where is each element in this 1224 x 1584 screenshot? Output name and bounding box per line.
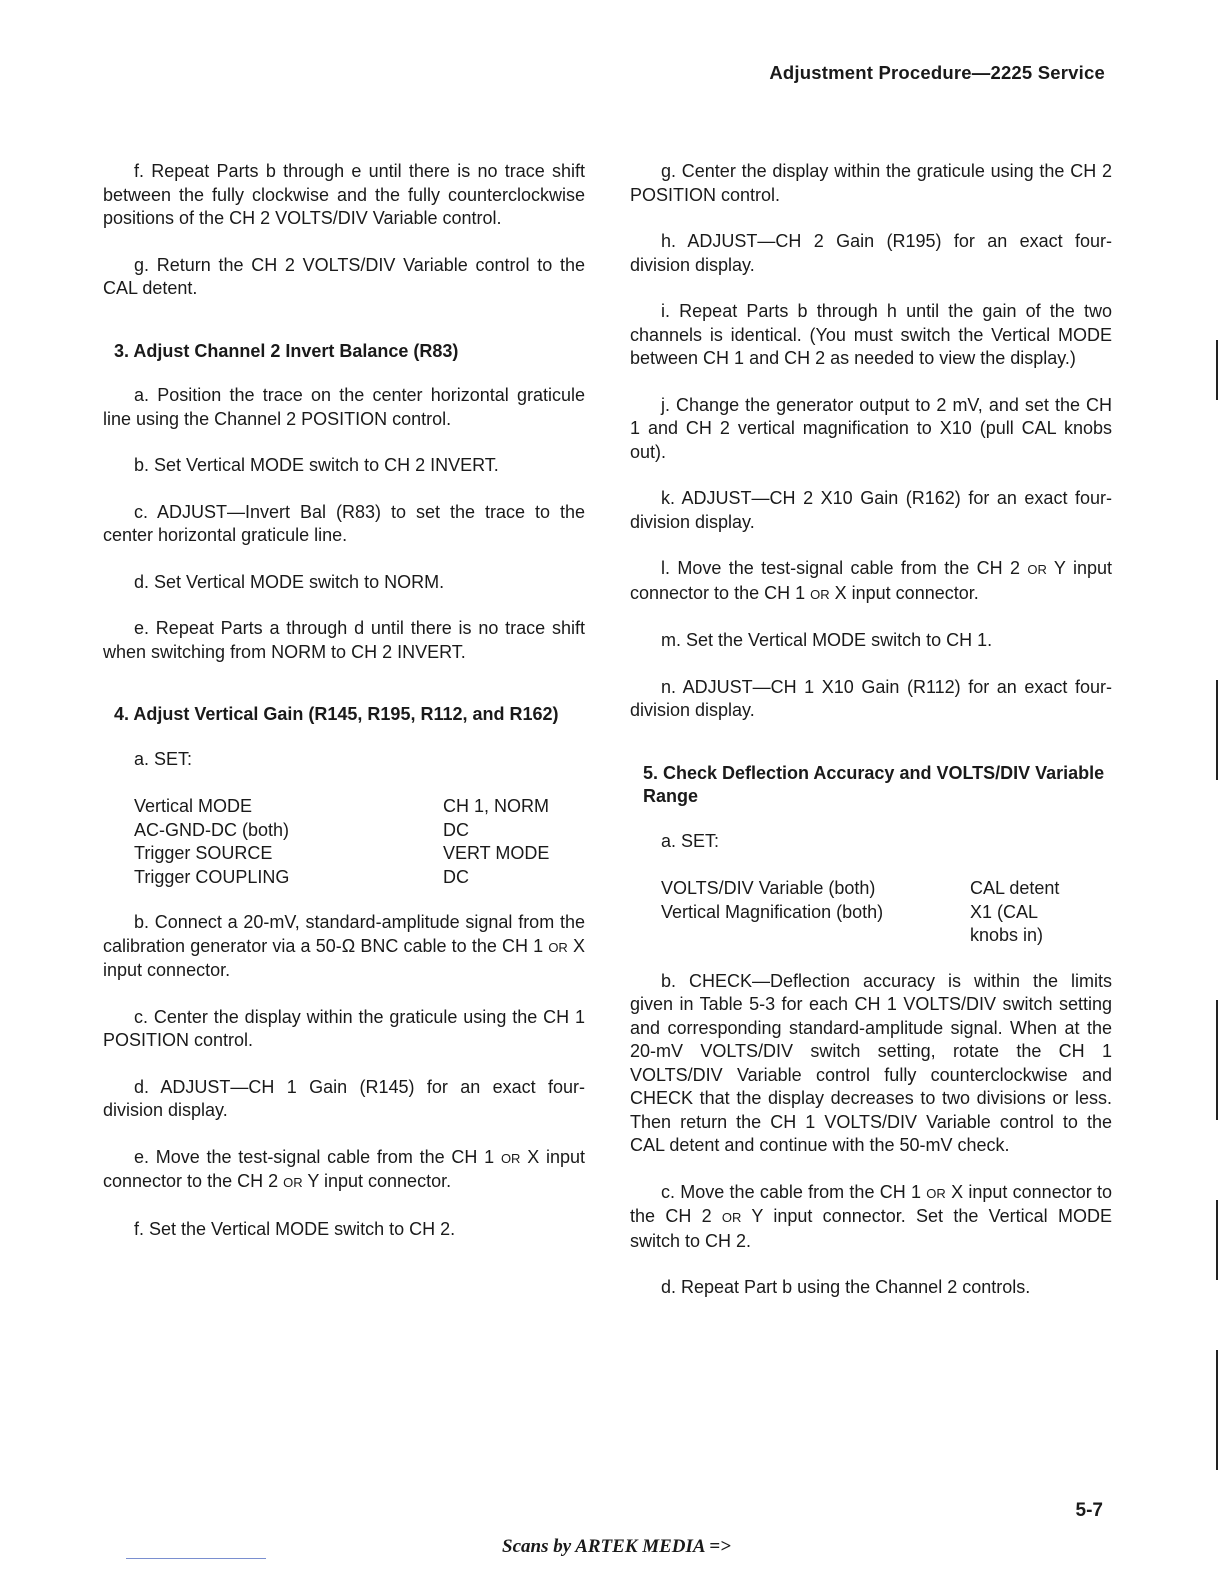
paragraph-4l: l. Move the test-signal cable from the CH 2 OR Y input connector to the CH 1 OR X input connector. xyxy=(630,558,1112,603)
paragraph-4m: m. Set the Vertical MODE switch to CH 1. xyxy=(661,630,993,650)
setting-value: DC xyxy=(443,866,469,887)
settings-table-5 xyxy=(661,877,1080,948)
footer-rule xyxy=(126,1558,266,1559)
scan-edge-mark xyxy=(1216,680,1218,780)
paragraph-3e: e. Repeat Parts a through d until there is no trace shift when switching from NORM to CH 2 INVERT. xyxy=(103,618,585,662)
paragraph-4c: c. Center the display within the graticule using the CH 1 POSITION control. xyxy=(103,1006,585,1050)
paragraph-4j: j. Change the generator output to 2 mV, and set the CH 1 and CH 2 vertical magnification to X10 (pull CAL knobs out). xyxy=(630,394,1112,462)
setting-key: VOLTS/DIV Variable (both) xyxy=(661,878,876,898)
section-heading-4: 4. Adjust Vertical Gain (R145, R195, R112, and R162) xyxy=(114,704,559,724)
paragraph-3b: b. Set Vertical MODE switch to CH 2 INVERT. xyxy=(134,455,499,475)
paragraph-4i: i. Repeat Parts b through h until the gain of the two channels is identical. (You must switch the Vertical MODE between CH 1 and CH 2 as needed to view the display.) xyxy=(630,301,1112,368)
paragraph-5d: d. Repeat Part b using the Channel 2 controls. xyxy=(661,1277,1031,1297)
settings-row xyxy=(134,866,549,890)
paragraph-4k: k. ADJUST—CH 2 X10 Gain (R162) for an exact four-division display. xyxy=(630,488,1112,532)
paragraph-5b: b. CHECK—Deflection accuracy is within the limits given in Table 5-3 for each CH 1 VOLTS/DIV switch setting and corresponding standard-amplitude signal. When at the 20-mV VOLTS/DIV switch setting, rotate the CH 1 VOLTS/DIV Variable control fully counterclockwise and CHECK that the display decreases to two divisions or less. Then return the CH 1 VOLTS/DIV Variable control to the CAL detent and continue with the 50-mV check. xyxy=(630,970,1112,1155)
settings-row xyxy=(134,842,549,866)
setting-key: Vertical Magnification (both) xyxy=(661,901,884,922)
setting-key: AC-GND-DC (both) xyxy=(134,819,290,840)
paragraph-3a: a. Position the trace on the center horizontal graticule line using the Channel 2 POSITION control. xyxy=(103,385,585,429)
paragraph-2g: g. Return the CH 2 VOLTS/DIV Variable control to the CAL detent. xyxy=(103,254,585,298)
setting-value: CAL detent xyxy=(970,878,1060,898)
setting-value: CH 1, NORM xyxy=(443,796,550,816)
set-label: a. SET: xyxy=(134,748,193,769)
section-heading-5: 5. Check Deflection Accuracy and VOLTS/DIV Variable Range xyxy=(643,762,1105,806)
right-column xyxy=(630,160,1112,1323)
page-number: 5-7 xyxy=(1075,1500,1103,1521)
paragraph-3d: d. Set Vertical MODE switch to NORM. xyxy=(134,571,445,592)
settings-row xyxy=(134,795,549,819)
paragraph-5c: c. Move the cable from the CH 1 OR X input connector to the CH 2 OR Y input connector. Set the Vertical MODE switch to CH 2. xyxy=(630,1181,1112,1251)
setting-key: Trigger SOURCE xyxy=(134,843,273,863)
scan-credit: Scans by ARTEK MEDIA => xyxy=(502,1536,731,1557)
setting-key: Trigger COUPLING xyxy=(134,866,290,887)
paragraph-2f: f. Repeat Parts b through e until there is no trace shift between the fully clockwise and the fully counterclockwise positions of the CH 2 VOLTS/DIV Variable control. xyxy=(103,161,585,228)
scan-edge-mark xyxy=(1216,1200,1218,1280)
setting-value: VERT MODE xyxy=(443,843,550,863)
paragraph-4h: h. ADJUST—CH 2 Gain (R195) for an exact four-division display. xyxy=(630,231,1112,275)
set-label: a. SET: xyxy=(661,830,720,851)
paragraph-4b: b. Connect a 20-mV, standard-amplitude signal from the calibration generator via a 50-Ω BNC cable to the CH 1 OR X input connector. xyxy=(103,912,585,980)
settings-table-4 xyxy=(134,795,549,889)
paragraph-4g: g. Center the display within the graticule using the CH 2 POSITION control. xyxy=(630,161,1112,205)
setting-value: X1 (CAL knobs in) xyxy=(970,901,1044,945)
setting-value: DC xyxy=(443,819,469,840)
paragraph-4e: e. Move the test-signal cable from the CH 1 OR X input connector to the CH 2 OR Y input connector. xyxy=(103,1146,585,1191)
scan-edge-mark xyxy=(1216,340,1218,400)
paragraph-4d: d. ADJUST—CH 1 Gain (R145) for an exact four-division display. xyxy=(103,1076,585,1120)
paragraph-3c: c. ADJUST—Invert Bal (R83) to set the trace to the center horizontal graticule line. xyxy=(103,501,585,545)
paragraph-4n: n. ADJUST—CH 1 X10 Gain (R112) for an exact four-division display. xyxy=(630,676,1112,720)
settings-row xyxy=(661,877,1080,901)
left-column xyxy=(103,160,585,1264)
scan-edge-mark xyxy=(1216,1350,1218,1470)
settings-row xyxy=(661,901,1080,948)
section-heading-3: 3. Adjust Channel 2 Invert Balance (R83) xyxy=(114,340,459,361)
page-header: Adjustment Procedure—2225 Service xyxy=(769,62,1105,83)
settings-row xyxy=(134,819,549,843)
paragraph-4f: f. Set the Vertical MODE switch to CH 2. xyxy=(134,1218,456,1239)
setting-key: Vertical MODE xyxy=(134,796,253,816)
scan-edge-mark xyxy=(1216,1000,1218,1120)
